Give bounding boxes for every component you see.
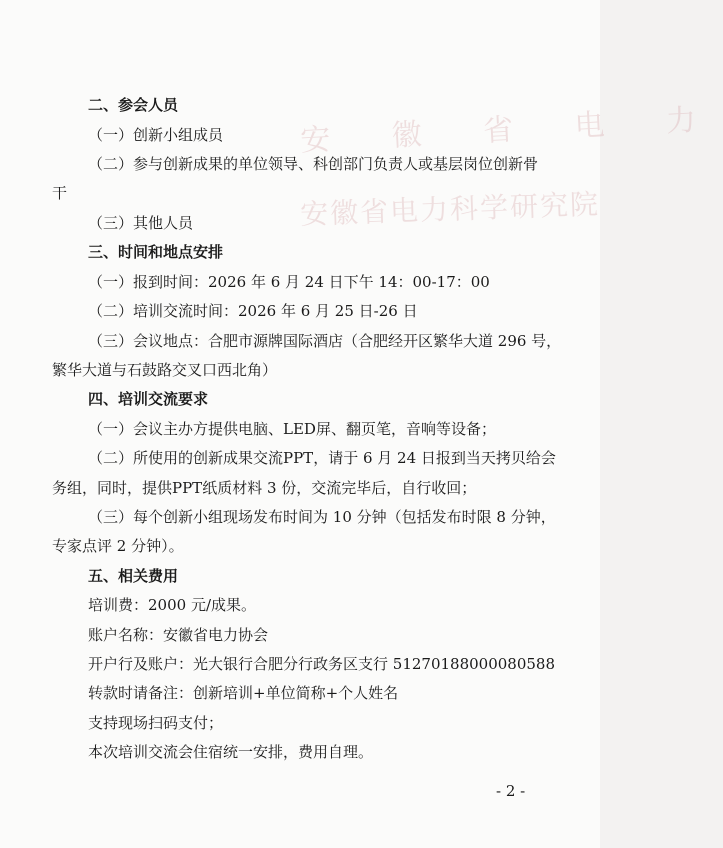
body-text-line: （一）报到时间：2026 年 6 月 24 日下午 14：00-17：00 — [88, 273, 490, 291]
body-text-line: 干 — [52, 184, 68, 202]
body-text-line: （三）每个创新小组现场发布时间为 10 分钟（包括发布时限 8 分钟， — [88, 508, 556, 526]
body-text-line: 账户名称：安徽省电力协会 — [88, 626, 269, 644]
body-text-line: （三）会议地点：合肥市源牌国际酒店（合肥经开区繁华大道 296 号， — [88, 332, 562, 350]
body-text-line: 培训费：2000 元/成果。 — [88, 596, 256, 614]
body-text-line: （三）其他人员 — [88, 214, 194, 232]
body-text-line: 专家点评 2 分钟）。 — [52, 537, 184, 555]
body-text-line: （二）培训交流时间：2026 年 6 月 25 日-26 日 — [88, 302, 418, 320]
body-text-line: （一）会议主办方提供电脑、LED屏、翻页笔，音响等设备； — [88, 420, 496, 438]
body-text-line: （一）创新小组成员 — [88, 126, 224, 144]
body-text-line: 转款时请备注：创新培训+单位简称+个人姓名 — [88, 684, 399, 702]
stamp-text-line1: 安 徽 省 电 力 — [299, 101, 723, 159]
body-text-line: （二）所使用的创新成果交流PPT，请于 6 月 24 日报到当天拷贝给会 — [88, 449, 556, 467]
body-text-line: 开户行及账户：光大银行合肥分行政务区支行 51270188000080588 — [88, 655, 556, 673]
body-text-line: 繁华大道与石鼓路交叉口西北角） — [52, 361, 278, 379]
page-number: - 2 - — [496, 782, 526, 800]
body-text-line: 支持现场扫码支付； — [88, 714, 224, 732]
section-heading: 二、参会人员 — [88, 96, 179, 114]
stamp-text-line2: 安徽省电力科学研究院 — [299, 187, 601, 232]
body-text-line: 本次培训交流会住宿统一安排，费用自理。 — [88, 743, 374, 761]
section-heading: 三、时间和地点安排 — [88, 243, 224, 261]
section-heading: 四、培训交流要求 — [88, 390, 209, 408]
section-heading: 五、相关费用 — [88, 567, 179, 585]
body-text-line: 务组，同时，提供PPT纸质材料 3 份，交流完毕后，自行收回； — [52, 479, 477, 497]
body-text-line: （二）参与创新成果的单位领导、科创部门负责人或基层岗位创新骨 — [88, 155, 539, 173]
